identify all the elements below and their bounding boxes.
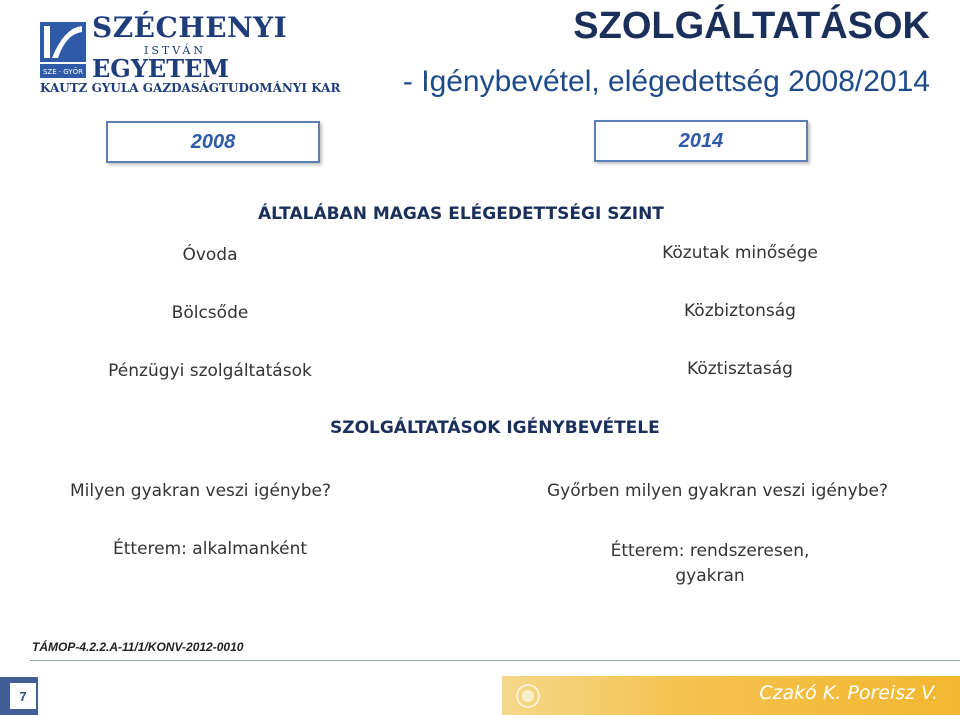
slide-subtitle: - Igénybevétel, elégedettség 2008/2014 bbox=[402, 65, 930, 98]
left-question: Milyen gyakran veszi igénybe? bbox=[70, 481, 332, 501]
left-item-ovoda: Óvoda bbox=[182, 245, 238, 265]
satisfaction-heading: ÁLTALÁBAN MAGAS ELÉGEDETTSÉGI SZINT bbox=[258, 204, 664, 224]
year-tab-2014: 2014 bbox=[594, 120, 808, 162]
page-number: 7 bbox=[10, 683, 36, 709]
usage-heading: SZOLGÁLTATÁSOK IGÉNYBEVÉTELE bbox=[330, 418, 660, 438]
footer-seal-icon bbox=[516, 684, 540, 708]
right-item-koztisztasag: Köztisztaság bbox=[687, 359, 793, 379]
slide-title: SZOLGÁLTATÁSOK bbox=[573, 5, 930, 47]
left-item-bolcsode: Bölcsőde bbox=[171, 303, 249, 323]
logo-faculty-name: KAUTZ GYULA GAZDASÁGTUDOMÁNYI KAR bbox=[40, 81, 341, 95]
left-item-penzugyi: Pénzügyi szolgáltatások bbox=[108, 361, 312, 381]
right-item-kozutak: Közutak minősége bbox=[662, 243, 818, 263]
logo-badge-text: SZE · GYŐR bbox=[42, 68, 84, 76]
right-answer: Étterem: rendszeresen, gyakran bbox=[610, 541, 810, 586]
logo-text-szechenyi: SZÉCHENYI bbox=[92, 11, 288, 44]
right-question: Győrben milyen gyakran veszi igénybe? bbox=[547, 481, 888, 501]
project-code: TÁMOP-4.2.2.A-11/1/KONV-2012-0010 bbox=[32, 640, 244, 654]
authors: Czakó K. Poreisz V. bbox=[759, 682, 938, 704]
university-logo-emblem bbox=[40, 22, 86, 80]
right-item-kozbiztonsag: Közbiztonság bbox=[684, 301, 796, 321]
logo-text-egyetem: EGYETEM bbox=[92, 54, 229, 83]
footer-divider bbox=[30, 660, 960, 661]
logo-text-istvan: ISTVÁN bbox=[144, 44, 206, 57]
left-answer: Étterem: alkalmanként bbox=[113, 539, 308, 559]
year-tab-2008: 2008 bbox=[106, 121, 320, 163]
